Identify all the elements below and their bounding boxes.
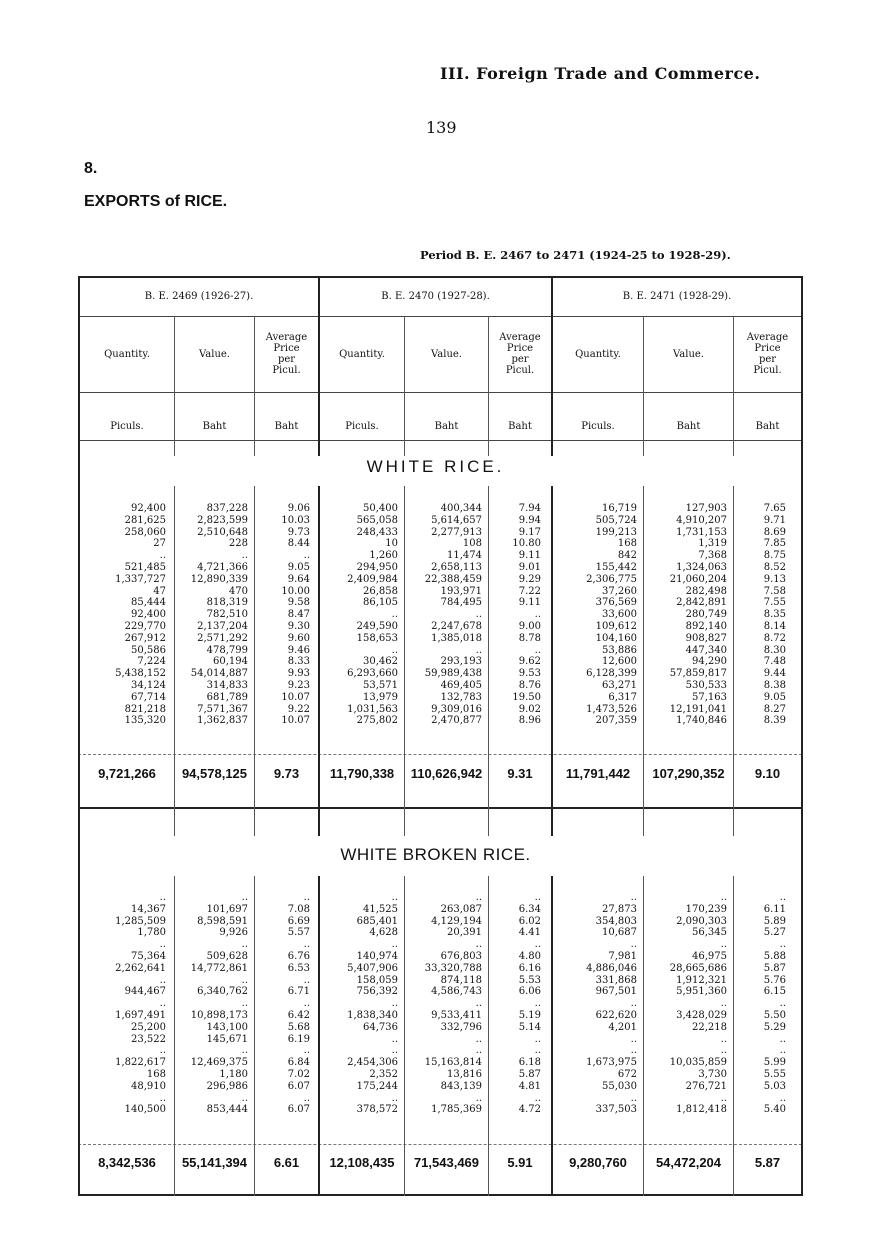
unit-piculs: Piculs.: [110, 421, 144, 432]
broken-rice-2469-total-avg: 6.61: [273, 1155, 300, 1170]
white-rice-2471-quantity: 16,719 505,724 199,213 168 842 155,442 2,306,775 37,260 376,569 33,600 109,612 104,160 53,886 12,600 6,128,399 63,271 6,317 1,473,526 207,359: [586, 503, 637, 727]
white-rice-2471-total-quantity: 11,791,442: [565, 766, 631, 781]
col-value-header: Value.: [672, 349, 704, 360]
broken-rice-2470-value: .. 263,087 4,129,194 20,391 .. 676,803 33,320,788 874,118 4,586,743 .. 9,533,411 332,796 .. .. 15,163,814 13,816 843,139 .. 1,785,369: [424, 892, 482, 1116]
broken-rice-2469-quantity: .. 14,367 1,285,509 1,780 .. 75,364 2,262,641 .. 944,467 .. 1,697,491 25,200 23,522 .. 1,822,617 168 48,910 .. 140,500: [115, 892, 166, 1116]
col-quantity-header: Quantity.: [104, 349, 150, 360]
broken-rice-2469-total-quantity: 8,342,536: [98, 1155, 156, 1170]
unit-piculs: Piculs.: [345, 421, 379, 432]
broken-rice-2471-total-quantity: 9,280,760: [569, 1155, 627, 1170]
col-value-header: Value.: [198, 349, 230, 360]
broken-rice-2471-total-avg: 5.87: [754, 1155, 781, 1170]
unit-baht: Baht: [755, 421, 780, 432]
white-rice-2469-value: 837,228 2,823,599 2,510,648 228 .. 4,721,366 12,890,339 470 818,319 782,510 2,137,204 2,571,292 478,799 60,194 54,014,887 314,833 681,789 7,571,367 1,362,837: [190, 503, 248, 727]
broken-rice-2471-total-value: 54,472,204: [655, 1155, 722, 1170]
broken-rice-2470-total-avg: 5.91: [507, 1155, 533, 1170]
white-rice-2470-total-quantity: 11,790,338: [329, 766, 395, 781]
section-number: 8.: [84, 160, 98, 177]
white-rice-2469-total-avg: 9.73: [273, 766, 300, 781]
running-head: III. Foreign Trade and Commerce.: [440, 64, 761, 83]
broken-rice-2469-total-value: 55,141,394: [181, 1155, 248, 1170]
broken-rice-2469-value: .. 101,697 8,598,591 9,926 .. 509,628 14,772,861 .. 6,340,762 .. 10,898,173 143,100 145,671 .. 12,469,375 1,180 296,986 .. 853,444: [190, 892, 248, 1116]
year-header-2471: B. E. 2471 (1928-29).: [622, 291, 732, 302]
unit-baht: Baht: [274, 421, 299, 432]
unit-baht: Baht: [202, 421, 227, 432]
broken-rice-2469-avg: .. 7.08 6.69 5.57 .. 6.76 6.53 .. 6.71 .. 6.42 5.68 6.19 .. 6.84 7.02 6.07 .. 6.07: [287, 892, 310, 1116]
unit-baht: Baht: [676, 421, 701, 432]
page-number: 139: [426, 118, 457, 137]
white-rice-2471-total-avg: 9.10: [754, 766, 781, 781]
broken-rice-2470-avg: .. 6.34 6.02 4.41 .. 4.80 6.16 5.53 6.06 .. 5.19 5.14 .. .. 6.18 5.87 4.81 .. 4.72: [518, 892, 541, 1116]
white-rice-2469-quantity: 92,400 281,625 258,060 27 .. 521,485 1,337,727 47 85,444 92,400 229,770 267,912 50,586 7,224 5,438,152 34,124 67,714 821,218 135,320: [115, 503, 166, 727]
period-label: Period B. E. 2467 to 2471 (1924-25 to 1928-29).: [420, 248, 731, 262]
col-avg-header: Average Price per Picul.: [746, 332, 789, 376]
white-rice-2470-quantity: 50,400 565,058 248,433 10 1,260 294,950 2,409,984 26,858 86,105 .. 249,590 158,653 .. 30,462 6,293,660 53,571 13,979 1,031,563 275,802: [347, 503, 398, 727]
unit-baht: Baht: [508, 421, 532, 432]
white-rice-2471-total-value: 107,290,352: [652, 766, 725, 781]
col-avg-header: Average Price per Picul.: [499, 332, 541, 376]
col-quantity-header: Quantity.: [339, 349, 385, 360]
year-header-2470: B. E. 2470 (1927-28).: [381, 291, 490, 302]
white-rice-2470-total-value: 110,626,942: [410, 766, 483, 781]
col-value-header: Value.: [430, 349, 462, 360]
broken-rice-2471-value: .. 170,239 2,090,303 56,345 .. 46,975 28,665,686 1,912,321 5,951,360 .. 3,428,029 22,218 .. .. 10,035,859 3,730 276,721 .. 1,812,418: [669, 892, 727, 1116]
page-title: EXPORTS of RICE.: [84, 193, 228, 210]
col-avg-header: Average Price per Picul.: [265, 332, 308, 376]
white-rice-2469-total-quantity: 9,721,266: [98, 766, 156, 781]
white-rice-2469-total-value: 94,578,125: [181, 766, 248, 781]
broken-rice-2470-total-quantity: 12,108,435: [329, 1155, 395, 1170]
white-rice-2470-total-avg: 9.31: [507, 766, 533, 781]
broken-rice-2470-quantity: .. 41,525 685,401 4,628 .. 140,974 5,407,906 158,059 756,392 .. 1,838,340 64,736 .. .. 2,454,306 2,352 175,244 .. 378,572: [347, 892, 398, 1116]
broken-rice-2470-total-value: 71,543,469: [413, 1155, 480, 1170]
white-rice-2471-value: 127,903 4,910,207 1,731,153 1,319 7,368 1,324,063 21,060,204 282,498 2,842,891 280,749 892,140 908,827 447,340 94,290 57,859,817 530,533 57,163 12,191,041 1,740,846: [669, 503, 727, 727]
white-rice-2469-avg: 9.06 10.03 9.73 8.44 .. 9.05 9.64 10.00 9.58 8.47 9.30 9.60 9.46 8.33 9.93 9.23 10.07 9.22 10.07: [281, 503, 310, 727]
year-header-2469: B. E. 2469 (1926-27).: [144, 291, 254, 302]
section-label-white-broken-rice: WHITE BROKEN RICE.: [340, 845, 531, 864]
white-rice-2471-avg: 7.65 9.71 8.69 7.85 8.75 8.52 9.13 7.58 7.55 8.35 8.14 8.72 8.30 7.48 9.44 8.38 9.05 8.27 8.39: [763, 503, 786, 727]
section-label-white-rice: WHITE RICE.: [366, 457, 505, 476]
unit-piculs: Piculs.: [581, 421, 615, 432]
broken-rice-2471-avg: .. 6.11 5.89 5.27 .. 5.88 5.87 5.76 6.15 .. 5.50 5.29 .. .. 5.99 5.55 5.03 .. 5.40: [763, 892, 786, 1116]
unit-baht: Baht: [434, 421, 459, 432]
broken-rice-2471-quantity: .. 27,873 354,803 10,687 .. 7,981 4,886,046 331,868 967,501 .. 622,620 4,201 .. .. 1,673,975 672 55,030 .. 337,503: [586, 892, 637, 1116]
white-rice-2470-value: 400,344 5,614,657 2,277,913 108 11,474 2,658,113 22,388,459 193,971 784,495 .. 2,247,678 1,385,018 .. 293,193 59,989,438 469,405 132,783 9,309,016 2,470,877: [424, 503, 482, 727]
white-rice-2470-avg: 7.94 9.94 9.17 10.80 9.11 9.01 9.29 7.22 9.11 .. 9.00 8.78 .. 9.62 9.53 8.76 19.50 9.02 8.96: [512, 503, 541, 727]
col-quantity-header: Quantity.: [575, 349, 621, 360]
